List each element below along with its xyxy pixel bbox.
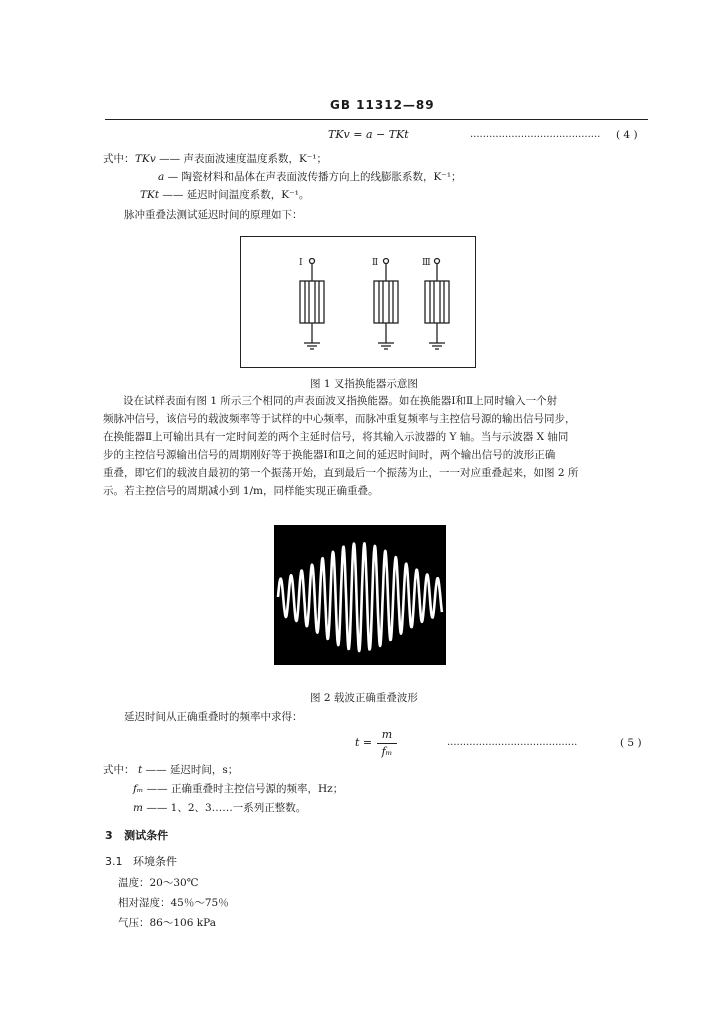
paragraph-line: 示。若主控信号的周期减小到 1/m，同样能实现正确重叠。: [103, 485, 379, 497]
where2-row: [133, 781, 343, 796]
section-3-heading: [105, 827, 168, 843]
formula-5-leader: .........................................: [447, 737, 578, 748]
formula-4-number: ( 4 ): [616, 129, 638, 141]
intro-line: 脉冲重叠法测试延迟时间的原理如下：: [124, 209, 303, 221]
principle-paragraph: [103, 392, 643, 500]
transducer-label-3: Ⅲ: [422, 258, 431, 268]
section-number: 3: [105, 829, 113, 842]
where1-row: [158, 169, 462, 184]
figure-2-oscilloscope-waveform: [274, 525, 446, 665]
where1-symbol: a: [158, 171, 165, 183]
where1-symbol: TKt: [140, 189, 160, 201]
formula-4: TKv = a − TKt: [328, 128, 409, 141]
formula-5-numerator: m: [381, 728, 393, 741]
where2-text: —— 正确重叠时主控信号源的频率，Hz；: [146, 783, 344, 795]
where2-symbol: t: [138, 764, 143, 776]
condition-temperature: 温度：20～30℃: [118, 877, 199, 889]
paragraph-line: 设在试样表面有图 1 所示三个相同的声表面波叉指换能器。如在换能器Ⅰ和Ⅱ上同时输入一个射: [123, 395, 558, 407]
paragraph-line: 在换能器Ⅱ上可输出具有一定时间差的两个主延时信号，将其输入示波器的 Y 轴。当与示波器 X 轴同: [103, 431, 569, 443]
transducer-label-2: Ⅱ: [372, 258, 379, 268]
standard-number-header: GB 11312—89: [330, 98, 435, 112]
paragraph-line: 重叠，即它们的载波自最初的第一个振荡开始，直到最后一个振荡为止，一一对应重叠起来，如图 2 所: [103, 467, 579, 479]
transducer-schematic: [241, 237, 475, 367]
where2-row: [138, 762, 238, 777]
transducer-label-1: Ⅰ: [299, 258, 303, 268]
figure-2-caption: 图 2 载波正确重叠波形: [310, 692, 418, 704]
intro-line-2: 延迟时间从正确重叠时的频率中求得：: [124, 711, 303, 723]
where2-symbol: m: [133, 802, 143, 814]
where1-row: [135, 151, 327, 166]
where2-text: —— 延迟时间，s；: [145, 764, 239, 776]
where1-text: —— 声表面波速度温度系数，K⁻¹；: [159, 153, 328, 165]
section-title: 测试条件: [124, 829, 169, 842]
condition-pressure: 气压：86～106 kPa: [118, 917, 216, 929]
formula-4-leader: .........................................: [470, 129, 601, 140]
where1-text: — 陶瓷材料和晶体在声表面波传播方向上的线膨胀系数，K⁻¹；: [167, 171, 462, 183]
where1-symbol: TKv: [135, 153, 156, 165]
where2-text: —— 1、2、3……一系列正整数。: [146, 802, 307, 814]
section-3-1-heading: [105, 853, 177, 869]
formula-5-denominator: fₘ: [381, 745, 393, 758]
where2-symbol: fₘ: [133, 783, 144, 795]
formula-5-number: ( 5 ): [620, 737, 642, 749]
section-number: 3.1: [105, 855, 123, 868]
formula-5-lhs: t =: [355, 736, 373, 749]
where1-text: —— 延迟时间温度系数，K⁻¹。: [162, 189, 310, 201]
condition-humidity: 相对湿度：45％～75％: [118, 897, 229, 909]
figure-1-transducer-diagram: [240, 236, 476, 368]
where2-row: [133, 800, 306, 815]
header-rule: [105, 119, 648, 120]
fraction-bar: [377, 743, 397, 744]
figure-1-caption: 图 1 叉指换能器示意图: [310, 378, 418, 390]
paragraph-line: 频脉冲信号，该信号的载波频率等于试样的中心频率，而脉冲重复频率与主控信号源的输出信号同步，: [103, 413, 576, 425]
section-title: 环境条件: [133, 855, 177, 868]
carrier-waveform: [274, 525, 446, 665]
where-lead-2: 式中：: [103, 764, 135, 776]
where-lead-1: 式中：: [103, 153, 135, 165]
where1-row: [140, 187, 309, 202]
paragraph-line: 步的主控信号源输出信号的周期刚好等于换能器Ⅰ和Ⅱ之间的延迟时间时，两个输出信号的波形正确: [103, 449, 556, 461]
